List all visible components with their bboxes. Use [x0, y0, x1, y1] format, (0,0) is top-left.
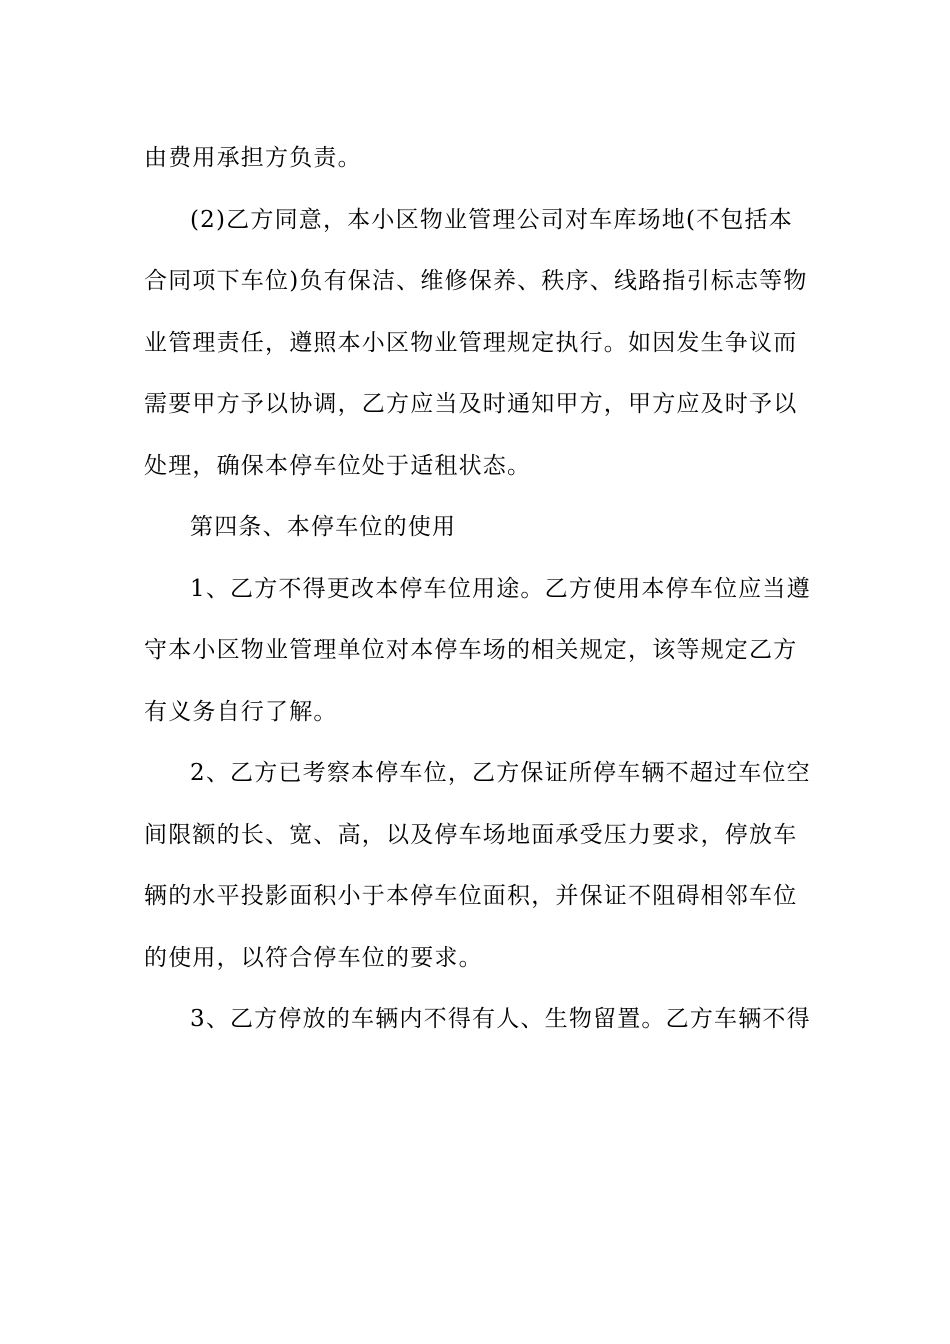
text-line-8: 1、乙方不得更改本停车位用途。乙方使用本停车位应当遵: [190, 575, 811, 602]
text-line-4: 业管理责任，遵照本小区物业管理规定执行。如因发生争议而: [144, 329, 798, 356]
text-line-5: 需要甲方予以协调，乙方应当及时通知甲方，甲方应及时予以: [144, 391, 798, 417]
text-line-10: 有义务自行了解。: [144, 698, 338, 725]
text-line-12: 间限额的长、宽、高，以及停车场地面承受压力要求，停放车: [144, 821, 798, 848]
text-line-3: 合同项下车位)负有保洁、维修保养、秩序、线路指引标志等物: [144, 268, 808, 294]
text-line-15: 3、乙方停放的车辆内不得有人、生物留置。乙方车辆不得: [190, 1006, 811, 1032]
text-line-2: (2)乙方同意，本小区物业管理公司对车库场地(不包括本: [190, 206, 793, 233]
text-line-1: 由费用承担方负责。: [144, 145, 362, 171]
section-heading: 第四条、本停车位的使用: [190, 514, 457, 540]
text-line-6: 处理，确保本停车位处于适租状态。: [144, 452, 532, 479]
text-line-9: 守本小区物业管理单位对本停车场的相关规定，该等规定乙方: [144, 637, 798, 663]
text-line-11: 2、乙方已考察本停车位，乙方保证所停车辆不超过车位空: [190, 760, 811, 786]
document-body: [144, 128, 811, 1051]
text-line-14: 的使用，以符合停车位的要求。: [144, 944, 483, 971]
text-line-13: 辆的水平投影面积小于本停车位面积，并保证不阻碍相邻车位: [144, 883, 798, 909]
